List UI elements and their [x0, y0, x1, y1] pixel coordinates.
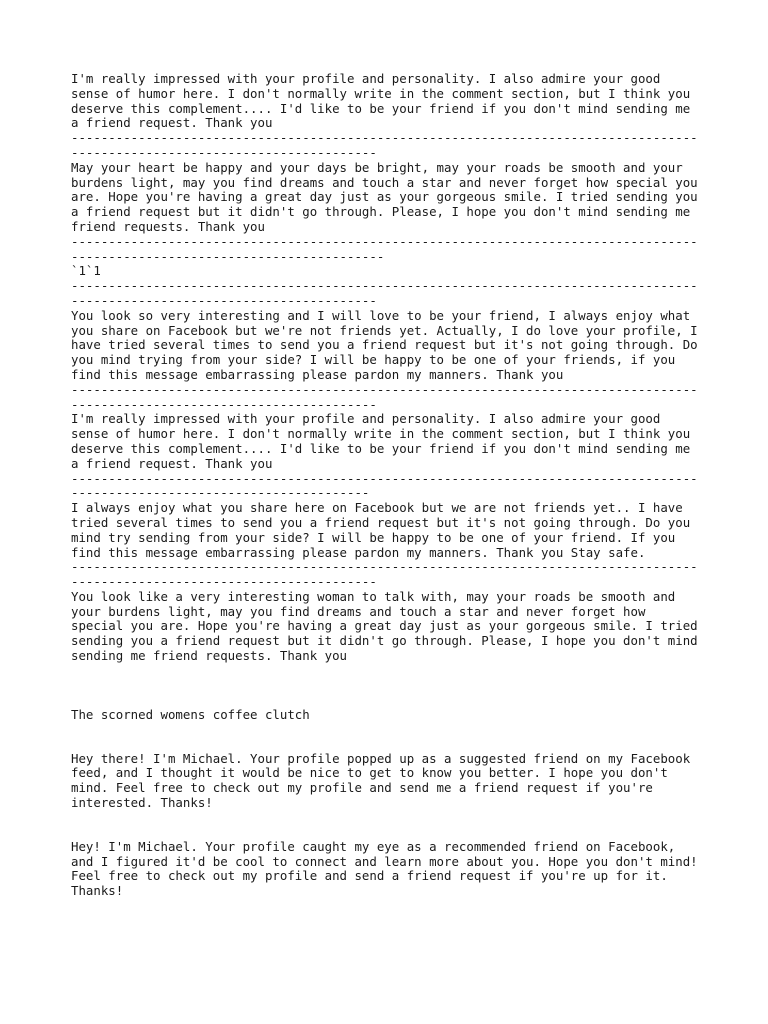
dash-divider: -----------------------------------------------------------------------------------------------------------------------------: [71, 278, 698, 308]
dash-divider: -----------------------------------------------------------------------------------------------------------------------------: [71, 559, 698, 590]
stray-text: `1`1: [71, 263, 101, 279]
document-page: [71, 71, 706, 899]
message-michael-suggested: Hey there! I'm Michael. Your profile popped up as a suggested friend on my Facebook feed, and I thought it would be nice to get to know you better. I hope you don't mind. Feel free to check out my profile and send me a friend request if you're interested. Thanks!: [71, 750, 698, 811]
message-impressed-profile: I'm really impressed with your profile and personality. I also admire your good sense of humor here. I don't normally write in the comment section, but I think you deserve this complement.... I'd like to be your friend if you don't mind sending me a friend request. Thank you: [71, 71, 698, 131]
message-enjoy-facebook: I always enjoy what you share here on Facebook but we are not friends yet.. I have tried several times to send you a friend request but it's not going through. Do you mind try sending from your side? I will be happy to be one of your friend. If you find this message embarrassing please pardon my manners. Thank you Stay safe.: [71, 500, 698, 560]
spacer: [71, 811, 701, 840]
section-heading: The scorned womens coffee clutch: [71, 706, 310, 722]
message-michael-recommended: Hey! I'm Michael. Your profile caught my eye as a recommended friend on Facebook, and I figured it'd be cool to connect and learn more about you. Hope you don't mind! Feel free to check out my profile and send a friend request if you're up for it. Thanks!: [71, 838, 706, 899]
dash-divider: -----------------------------------------------------------------------------------------------------------------------------: [71, 381, 698, 412]
dash-divider: ------------------------------------------------------------------------------------------------------------------------------: [71, 233, 698, 264]
message-heart-happy: May your heart be happy and your days be bright, may your roads be smooth and your burdens light, may you find dreams and touch a star and never forget how special you are. Hope you're having a great day just as your gorgeous smile. I tried sending you a friend request but it didn't go through. Please, I hope you don't mind sending me friend requests. Thank you: [71, 159, 706, 234]
spacer: [71, 664, 701, 708]
message-interesting-woman: You look like a very interesting woman to talk with, may your roads be smooth and your burdens light, may you find dreams and touch a star and never forget how special you are. Hope you're having a great day just as your gorgeous smile. I tried sending you a friend request but it didn't go through. Please, I hope you don't mind sending me friend requests. Thank you: [71, 588, 706, 664]
dash-divider: ----------------------------------------------------------------------------------------------------------------------------: [71, 470, 698, 501]
dash-divider: -----------------------------------------------------------------------------------------------------------------------------: [71, 130, 698, 160]
spacer: [71, 723, 701, 752]
message-very-interesting: You look so very interesting and I will love to be your friend, I always enjoy what you share on Facebook but we're not friends yet. Actually, I do love your profile, I have tried several times to send you a friend request but it's not going through. Do you mind trying from your side? I will be happy to be one of your friends, if you find this message embarrassing please pardon my manners. Thank you: [71, 307, 706, 382]
message-impressed-profile-repeat: I'm really impressed with your profile and personality. I also admire your good sense of humor here. I don't normally write in the comment section, but I think you deserve this complement.... I'd like to be your friend if you don't mind sending me a friend request. Thank you: [71, 411, 698, 471]
